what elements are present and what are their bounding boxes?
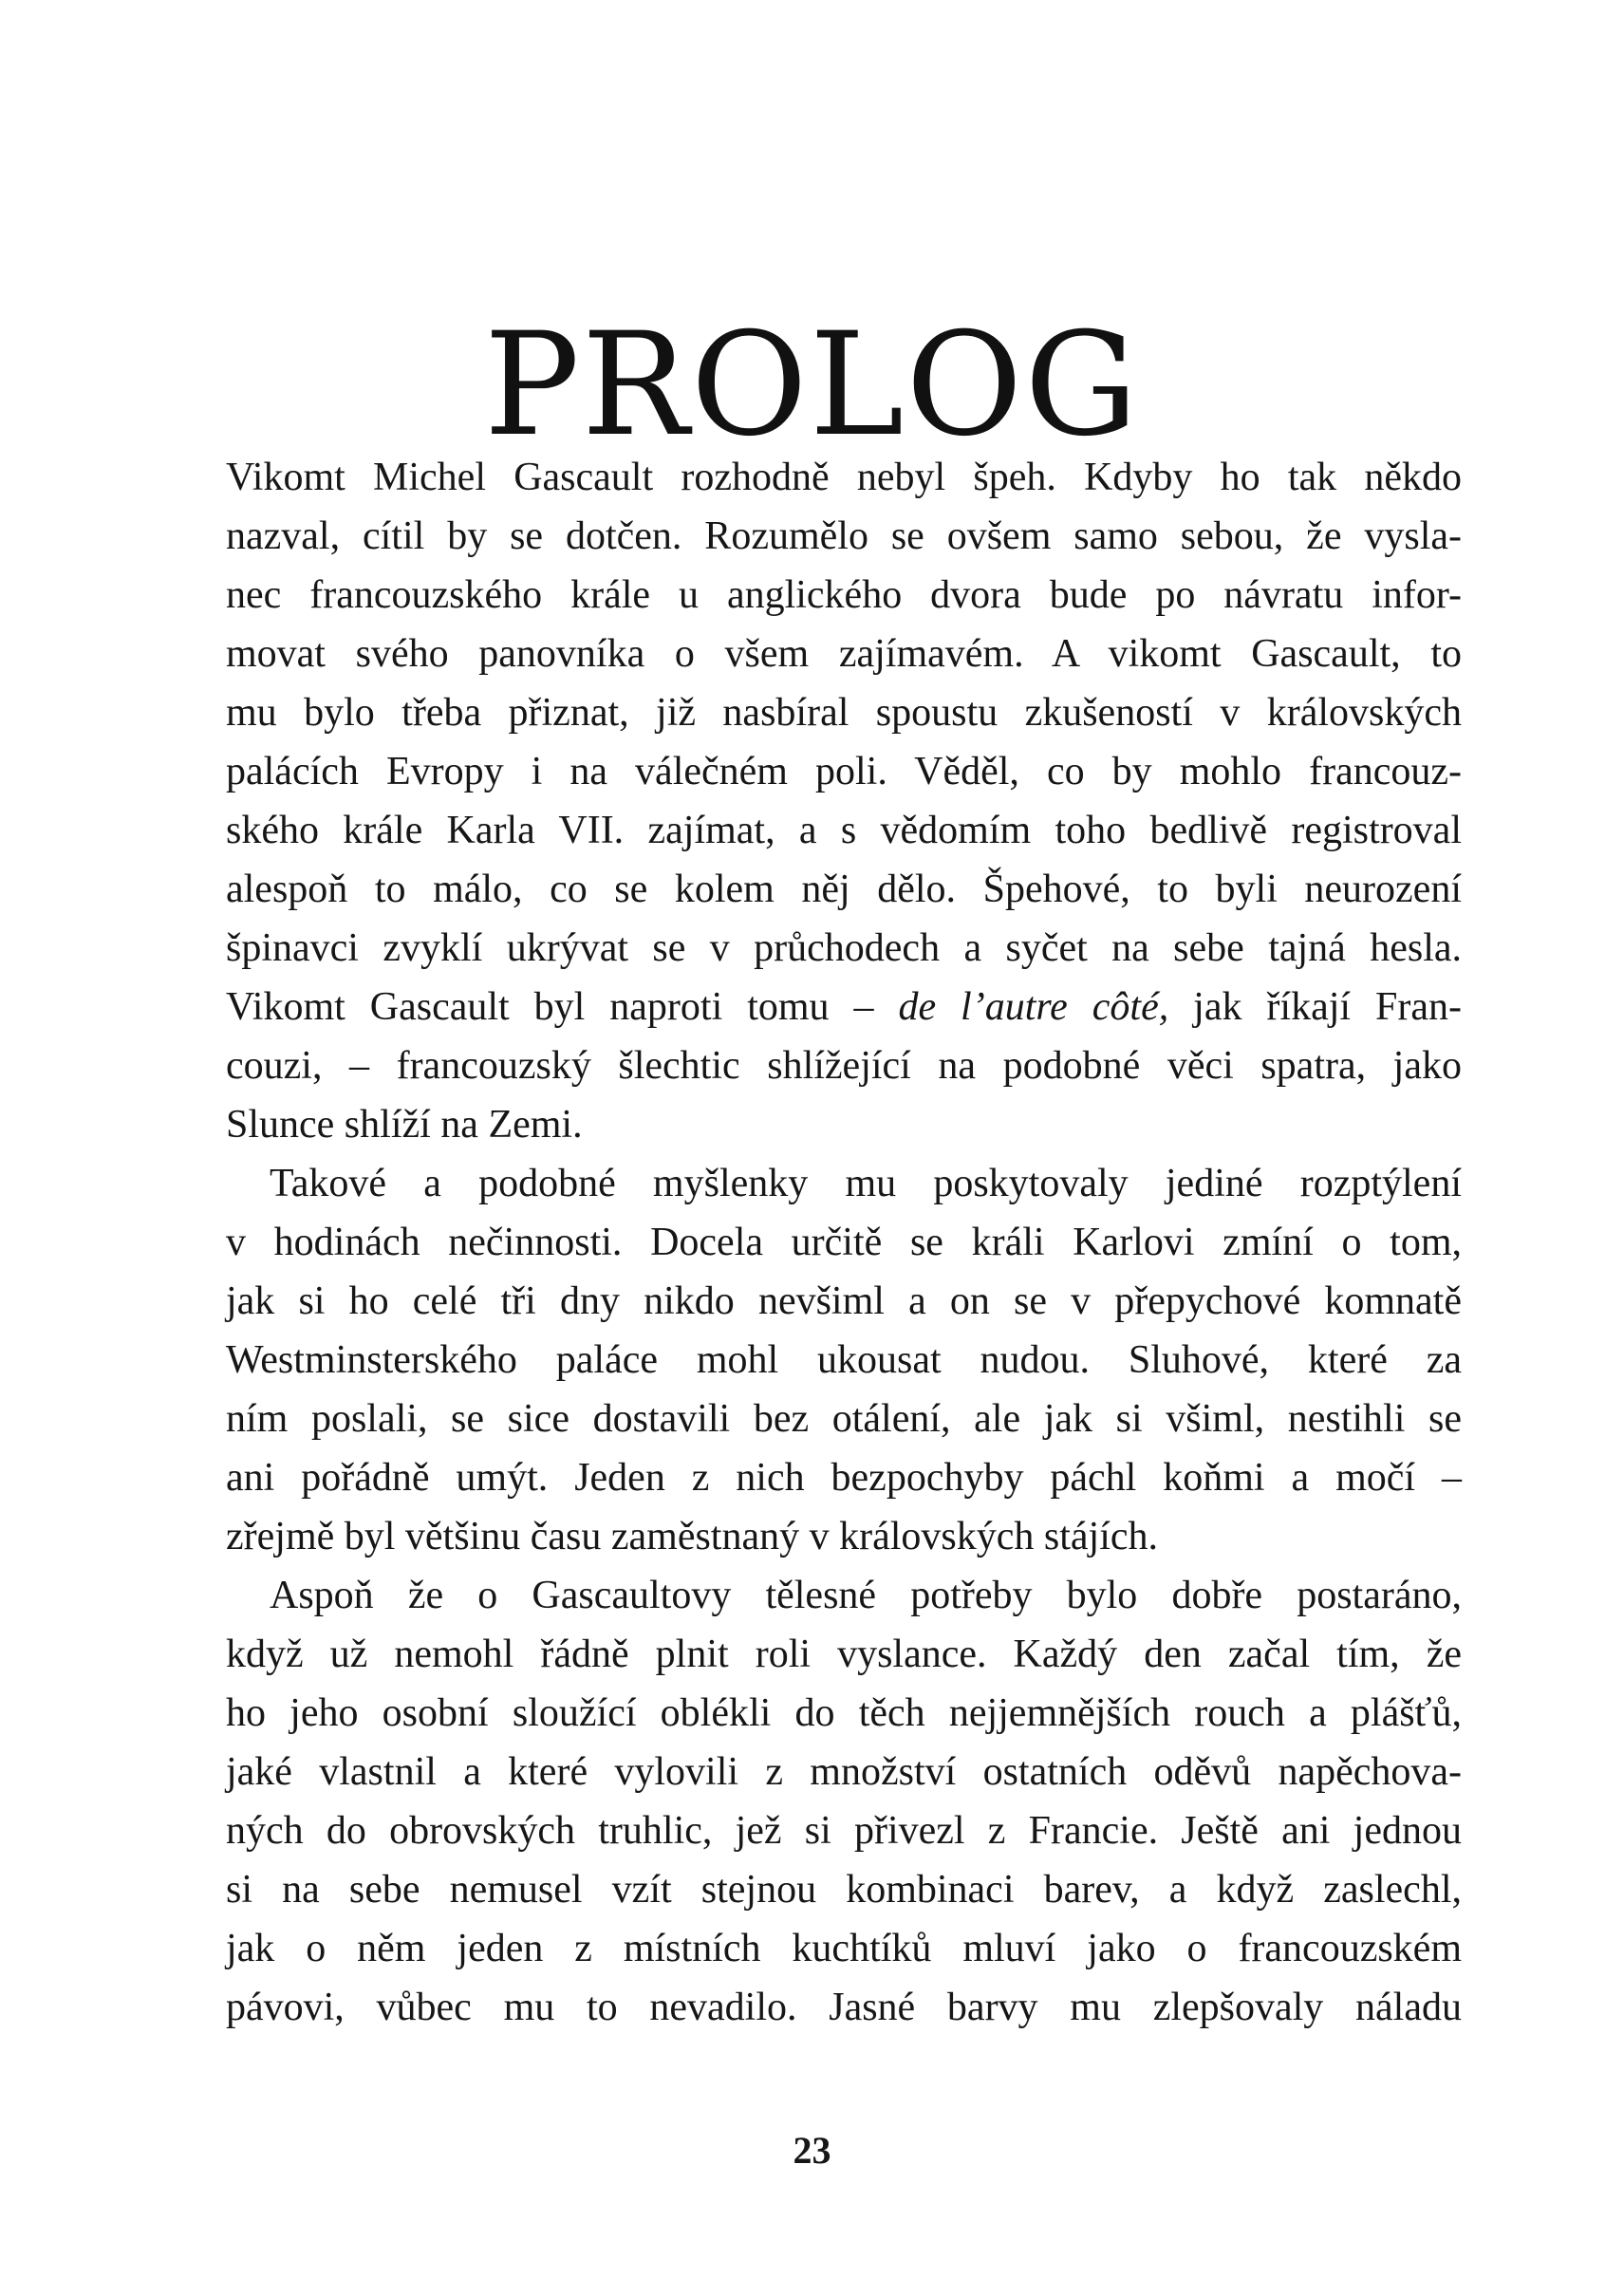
text-line: nec francouzského krále u anglického dvora bude po návratu infor- bbox=[226, 573, 1462, 617]
text-line: pávovi, vůbec mu to nevadilo. Jasné barvy mu zlepšovaly náladu bbox=[226, 1986, 1462, 2029]
text-line-with-italic bbox=[226, 978, 1462, 1036]
text-line: ním poslali, se sice dostavili bez otálení, ale jak si všiml, nestihli se bbox=[226, 1397, 1462, 1441]
text-line: mu bylo třeba přiznat, již nasbíral spoustu zkušeností v královských bbox=[226, 691, 1462, 735]
text-line: jaké vlastnil a které vylovili z množství ostatních oděvů napěchova- bbox=[226, 1750, 1462, 1794]
text-line: ných do obrovských truhlic, jež si přivezl z Francie. Ještě ani jednou bbox=[226, 1809, 1462, 1853]
text-line: Vikomt Michel Gascault rozhodně nebyl špeh. Kdyby ho tak někdo bbox=[226, 456, 1462, 499]
text-line: couzi, – francouzský šlechtic shlížející na podobné věci spatra, jako bbox=[226, 1044, 1462, 1088]
text-line: movat svého panovníka o všem zajímavém. A vikomt Gascault, to bbox=[226, 632, 1462, 676]
text-line: ského krále Karla VII. zajímat, a s vědomím toho bedlivě registroval bbox=[226, 809, 1462, 852]
text-line: Takové a podobné myšlenky mu poskytovaly jediné rozptýlení bbox=[270, 1162, 1462, 1205]
text-line: v hodinách nečinnosti. Docela určitě se králi Karlovi zmíní o tom, bbox=[226, 1221, 1462, 1264]
text-line: Aspoň že o Gascaultovy tělesné potřeby bylo dobře postaráno, bbox=[270, 1574, 1462, 1617]
text-line: Slunce shlíží na Zemi. bbox=[226, 1103, 583, 1147]
page-number: 23 bbox=[793, 2129, 831, 2172]
text-line: alespoň to málo, co se kolem něj dělo. Špehové, to byli neurození bbox=[226, 868, 1462, 911]
chapter-title: PROLOG bbox=[483, 302, 1141, 468]
text-line: nazval, cítil by se dotčen. Rozumělo se ovšem samo sebou, že vysla- bbox=[226, 514, 1462, 558]
text-segment: jak říkají Fran- bbox=[1168, 985, 1462, 1029]
text-line: ho jeho osobní sloužící oblékli do těch nejjemnějších rouch a plášťů, bbox=[226, 1691, 1462, 1735]
text-line: jak si ho celé tři dny nikdo nevšiml a on se v přepychové komnatě bbox=[226, 1279, 1462, 1323]
text-segment: Vikomt Gascault byl naproti tomu – bbox=[226, 985, 899, 1029]
text-line: palácích Evropy i na válečném poli. Věděl, co by mohlo francouz- bbox=[226, 750, 1462, 793]
body-text bbox=[226, 448, 1462, 2037]
italic-phrase: de l’autre côté, bbox=[898, 985, 1169, 1029]
text-line: špinavci zvyklí ukrývat se v průchodech a syčet na sebe tajná hesla. bbox=[226, 926, 1462, 970]
text-line: ani pořádně umýt. Jeden z nich bezpochyby páchl koňmi a močí – bbox=[226, 1456, 1462, 1500]
text-line: jak o něm jeden z místních kuchtíků mluví jako o francouzském bbox=[226, 1927, 1462, 1970]
text-line: zřejmě byl většinu času zaměstnaný v královských stájích. bbox=[226, 1515, 1159, 1558]
text-line: si na sebe nemusel vzít stejnou kombinaci barev, a když zaslechl, bbox=[226, 1868, 1462, 1912]
text-line: když už nemohl řádně plnit roli vyslance. Každý den začal tím, že bbox=[226, 1633, 1462, 1676]
text-line: Westminsterského paláce mohl ukousat nudou. Sluhové, které za bbox=[226, 1338, 1462, 1382]
